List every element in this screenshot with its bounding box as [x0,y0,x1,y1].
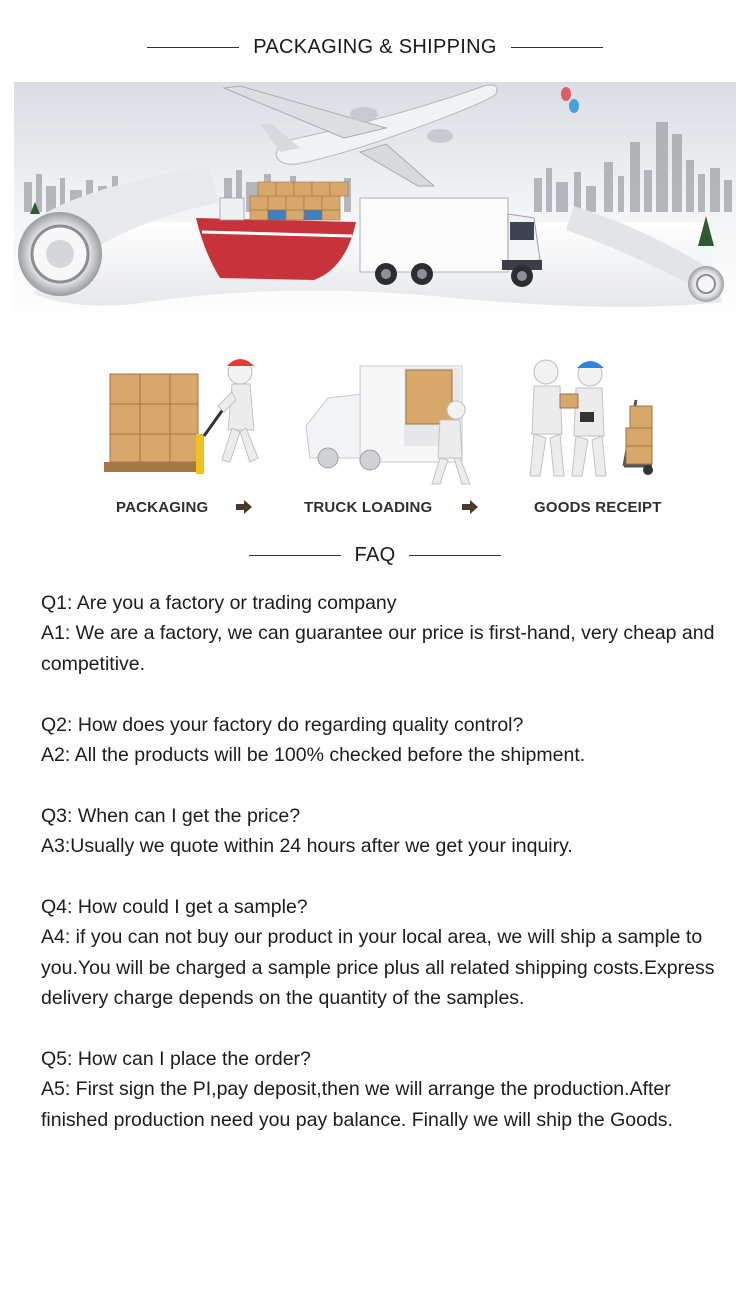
shipping-title-text: PACKAGING & SHIPPING [253,36,497,58]
title-rule-left [147,47,239,48]
step-label-goods-receipt: GOODS RECEIPT [534,499,662,516]
faq-question: Q5: How can I place the order? [41,1048,311,1071]
faq-item [41,801,721,862]
faq-list [41,588,721,1166]
faq-item [41,892,721,1014]
faq-item [41,1044,721,1135]
faq-section-title [0,544,750,567]
faq-item [41,588,721,679]
goods-receipt-illustration [520,350,700,490]
truck-loading-illustration [300,350,480,490]
title-rule-right [409,555,501,556]
packaging-illustration [100,350,280,490]
title-rule-left [249,555,341,556]
arrow-right-icon [236,500,252,514]
arrow-right-icon [462,500,478,514]
faq-answer: A2: All the products will be 100% checked before the shipment. [41,744,586,767]
faq-question: Q1: Are you a factory or trading company [41,592,397,614]
faq-question: Q3: When can I get the price? [41,804,301,827]
faq-answer: A5: First sign the PI,pay deposit,then we will arrange the production.After finished production need you pay balance. Finally we will ship the Goods. [41,1078,673,1131]
faq-title-text: FAQ [354,544,396,566]
step-label-packaging: PACKAGING [116,499,209,516]
shipping-section-title [0,36,750,59]
step-label-truck-loading: TRUCK LOADING [304,499,433,516]
faq-answer: A1: We are a factory, we can guarantee our price is first-hand, very cheap and competitive. [41,622,715,675]
shipping-banner-image [14,82,736,330]
faq-answer: A3:Usually we quote within 24 hours after we get your inquiry. [41,835,573,858]
faq-item [41,710,721,771]
title-rule-right [511,47,603,48]
faq-answer: A4: if you can not buy our product in your local area, we will ship a sample to you.You will be charged a sample price plus all related shipping costs.Express delivery charge depends on the quantity of the samples. [41,926,715,1010]
faq-question: Q4: How could I get a sample? [41,896,308,919]
faq-question: Q2: How does your factory do regarding quality control? [41,713,524,736]
